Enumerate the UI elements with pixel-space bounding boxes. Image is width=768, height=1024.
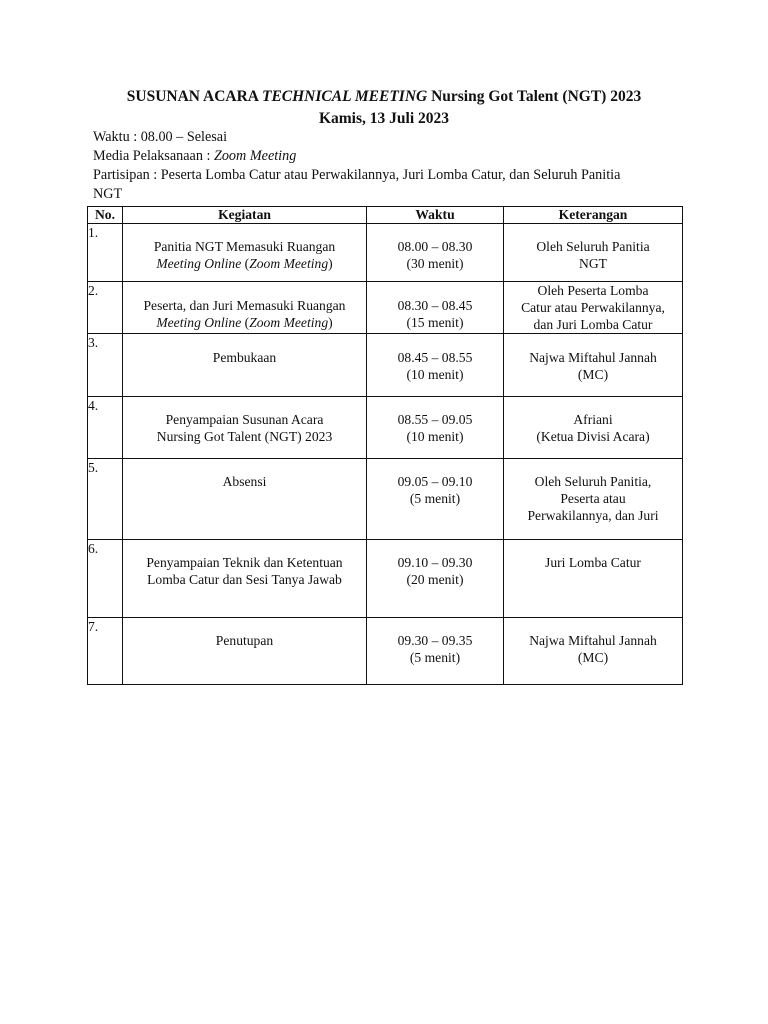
table-row xyxy=(88,224,683,282)
row-waktu xyxy=(367,540,504,618)
row-kegiatan xyxy=(123,459,367,540)
title-text-3: Nursing Got Talent (NGT) 2023 xyxy=(427,88,642,105)
row-no: 7. xyxy=(88,618,123,685)
kegiatan-paren: ) xyxy=(328,315,333,330)
kegiatan-italic: Zoom Meeting xyxy=(249,315,329,330)
waktu-range: 09.05 – 09.10 xyxy=(397,474,473,489)
row-kegiatan xyxy=(123,540,367,618)
info-partisipan-2: NGT xyxy=(93,186,123,202)
row-no: 5. xyxy=(88,459,123,540)
title-line-main xyxy=(0,86,768,108)
table-header-row xyxy=(88,207,683,224)
row-waktu xyxy=(367,397,504,459)
row-waktu xyxy=(367,224,504,282)
row-kegiatan xyxy=(123,224,367,282)
header-keterangan: Keterangan xyxy=(504,207,683,224)
keterangan-line: Perwakilannya, dan Juri xyxy=(527,508,659,523)
kegiatan-line: Absensi xyxy=(222,474,267,489)
waktu-duration: (5 menit) xyxy=(409,491,461,506)
row-waktu xyxy=(367,282,504,334)
info-media-value: Zoom Meeting xyxy=(213,148,297,164)
row-kegiatan xyxy=(123,282,367,334)
info-partisipan-1: Partisipan : Peserta Lomba Catur atau Perwakilannya, Juri Lomba Catur, dan Seluruh Panitia xyxy=(93,167,621,183)
waktu-duration: (10 menit) xyxy=(406,367,464,382)
waktu-range: 09.10 – 09.30 xyxy=(397,555,473,570)
keterangan-line: Oleh Peserta Lomba xyxy=(537,283,649,298)
waktu-duration: (15 menit) xyxy=(406,315,464,330)
kegiatan-italic: Meeting Online xyxy=(156,256,242,271)
kegiatan-line: Panitia NGT Memasuki Ruangan xyxy=(153,239,336,254)
table-row xyxy=(88,618,683,685)
row-kegiatan xyxy=(123,397,367,459)
row-no: 6. xyxy=(88,540,123,618)
keterangan-line: (Ketua Divisi Acara) xyxy=(536,429,650,444)
waktu-range: 09.30 – 09.35 xyxy=(397,633,473,648)
schedule-table xyxy=(87,206,683,685)
kegiatan-paren: ) xyxy=(328,256,333,271)
header-kegiatan: Kegiatan xyxy=(123,207,367,224)
row-no: 3. xyxy=(88,334,123,397)
header-waktu: Waktu xyxy=(367,207,504,224)
row-kegiatan xyxy=(123,334,367,397)
title-date: Kamis, 13 Juli 2023 xyxy=(318,110,450,127)
kegiatan-line: Penutupan xyxy=(215,633,274,648)
row-waktu xyxy=(367,459,504,540)
kegiatan-line: Pembukaan xyxy=(212,350,277,365)
keterangan-line: Juri Lomba Catur xyxy=(545,555,641,570)
table-row xyxy=(88,540,683,618)
row-keterangan xyxy=(504,459,683,540)
row-keterangan xyxy=(504,334,683,397)
document-title xyxy=(0,86,768,130)
row-waktu xyxy=(367,618,504,685)
waktu-range: 08.30 – 08.45 xyxy=(397,298,473,313)
waktu-duration: (30 menit) xyxy=(406,256,464,271)
waktu-duration: (20 menit) xyxy=(406,572,464,587)
row-keterangan xyxy=(504,224,683,282)
row-keterangan xyxy=(504,397,683,459)
waktu-range: 08.45 – 08.55 xyxy=(397,350,473,365)
kegiatan-line: Peserta, dan Juri Memasuki Ruangan xyxy=(143,298,346,313)
keterangan-line: Najwa Miftahul Jannah xyxy=(529,350,657,365)
info-block xyxy=(93,128,683,204)
keterangan-line: (MC) xyxy=(577,650,609,665)
kegiatan-line xyxy=(127,314,362,331)
kegiatan-line: Penyampaian Susunan Acara xyxy=(165,412,324,427)
row-no: 2. xyxy=(88,282,123,334)
kegiatan-line xyxy=(127,255,362,272)
table-row xyxy=(88,459,683,540)
table-row xyxy=(88,397,683,459)
waktu-duration: (5 menit) xyxy=(409,650,461,665)
title-text-1: SUSUNAN ACARA xyxy=(126,88,262,105)
keterangan-line: Oleh Seluruh Panitia, xyxy=(534,474,652,489)
keterangan-line: Afriani xyxy=(573,412,613,427)
row-keterangan xyxy=(504,282,683,334)
row-no: 1. xyxy=(88,224,123,282)
kegiatan-line: Lomba Catur dan Sesi Tanya Jawab xyxy=(147,572,342,587)
keterangan-line: NGT xyxy=(579,256,607,271)
row-waktu xyxy=(367,334,504,397)
header-no: No. xyxy=(88,207,123,224)
row-no: 4. xyxy=(88,397,123,459)
kegiatan-paren: ( xyxy=(241,315,250,330)
row-keterangan xyxy=(504,540,683,618)
kegiatan-line: Nursing Got Talent (NGT) 2023 xyxy=(156,429,333,444)
waktu-range: 08.55 – 09.05 xyxy=(397,412,473,427)
info-media-label: Media Pelaksanaan : xyxy=(93,148,214,164)
table-row xyxy=(88,282,683,334)
waktu-range: 08.00 – 08.30 xyxy=(397,239,473,254)
info-waktu: Waktu : 08.00 – Selesai xyxy=(93,129,228,145)
row-kegiatan xyxy=(123,618,367,685)
kegiatan-italic: Meeting Online xyxy=(156,315,242,330)
info-media xyxy=(93,147,683,166)
title-text-italic: TECHNICAL MEETING xyxy=(261,88,428,105)
kegiatan-line: Penyampaian Teknik dan Ketentuan xyxy=(146,555,343,570)
row-keterangan xyxy=(504,618,683,685)
keterangan-line: (MC) xyxy=(577,367,609,382)
keterangan-line: Peserta atau xyxy=(560,491,626,506)
keterangan-line: Catur atau Perwakilannya, xyxy=(521,300,665,315)
keterangan-line: Najwa Miftahul Jannah xyxy=(529,633,657,648)
keterangan-line: Oleh Seluruh Panitia xyxy=(536,239,650,254)
keterangan-line: dan Juri Lomba Catur xyxy=(533,317,653,332)
kegiatan-paren: ( xyxy=(241,256,250,271)
table-row xyxy=(88,334,683,397)
kegiatan-italic: Zoom Meeting xyxy=(249,256,329,271)
waktu-duration: (10 menit) xyxy=(406,429,464,444)
